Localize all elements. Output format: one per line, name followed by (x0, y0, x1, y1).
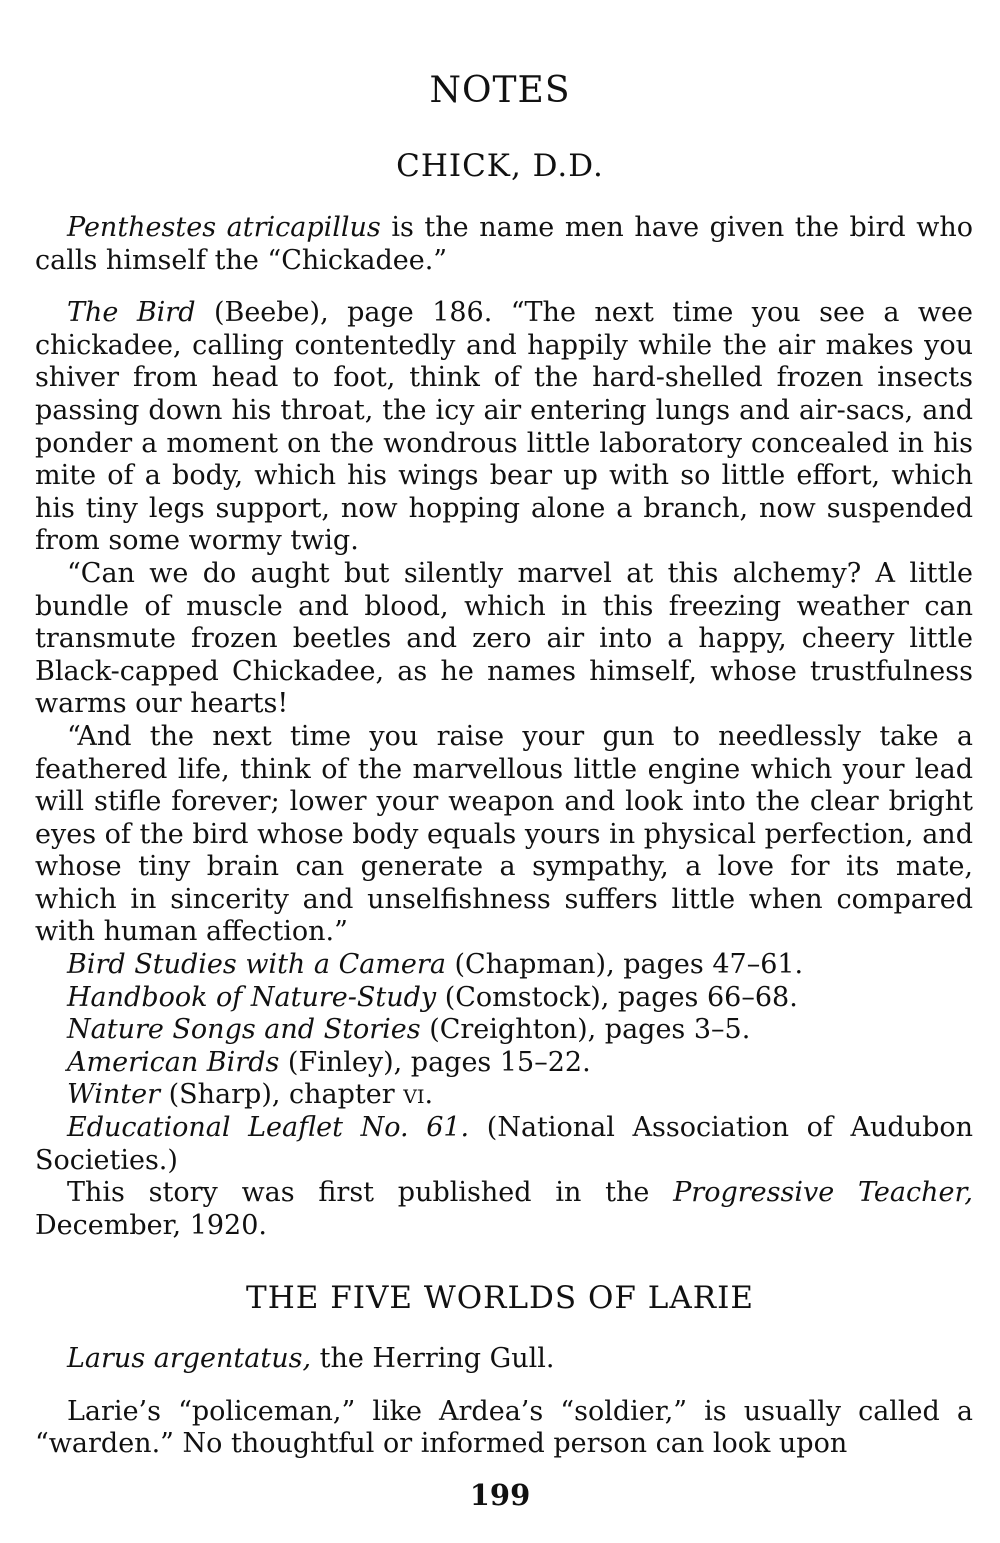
reference-title: Handbook of Nature-Study (67, 981, 437, 1013)
alchemy-paragraph: “Can we do aught but silently marvel at this alchemy? A little bundle of muscle and blood, which in this freezing weather can transmute frozen beetles and zero air into a happy, cheery little Black-capped Chickadee, as he names himself, whose trustfulness warms our hearts! (35, 557, 973, 720)
larie-paragraph: Larie’s “policeman,” like Ardea’s “soldier,” is usually called a “warden.” No thoughtful or informed person can look upon (35, 1395, 973, 1460)
page-number: 199 (469, 1478, 531, 1512)
reference-title: Bird Studies with a Camera (67, 949, 446, 981)
magazine-title: Progressive Teacher, (673, 1177, 973, 1209)
quote-text: (Beebe), page 186. “The next time you see a wee chickadee, calling contentedly and happily while the air makes you shiver from head to foot, think of the hard-shelled frozen insects passing down his throat, the icy air entering lungs and air-sacs, and ponder a moment on the wondrous little laboratory concealed in his mite of a body, which his wings bear up with so little effort, which his tiny legs support, now hopping alone a branch, now suspended from some wormy twig. (35, 297, 973, 557)
section-heading-larie: THE FIVE WORLDS OF LARIE (246, 1280, 754, 1316)
reference-item: Bird Studies with a Camera (Chapman), pages 47–61. (67, 949, 804, 981)
section-body-larie (35, 1343, 973, 1461)
section-body-chick (35, 212, 973, 1242)
latin-name: Penthestes atricapillus (67, 212, 381, 243)
intro-paragraph (35, 212, 973, 277)
reference-title: American Birds (67, 1046, 280, 1078)
reference-title: Educational Leaflet No. 61. (67, 1112, 470, 1144)
larie-latin-paragraph: Larus argentatus, the Herring Gull. (67, 1343, 555, 1374)
reference-item: Handbook of Nature-Study (Comstock), pages 66–68. (67, 981, 798, 1013)
latin-name: Larus argentatus, (67, 1343, 312, 1374)
reference-item: Nature Songs and Stories (Creighton), pages 3–5. (67, 1014, 751, 1046)
intro-text: is the name men have given the bird who calls himself the “Chickadee.” (35, 212, 973, 276)
book-title: The Bird (67, 297, 196, 329)
beebe-quote-paragraph (35, 297, 973, 558)
reference-item: American Birds (Finley), pages 15–22. (67, 1046, 591, 1078)
reference-item: Educational Leaflet No. 61. (National Association of Audubon Societies.) (35, 1112, 974, 1176)
page-title: NOTES (429, 70, 571, 111)
section-heading-chick: CHICK, D.D. (396, 148, 604, 184)
reference-item: Winter (Sharp), chapter vi. (67, 1079, 434, 1111)
gun-paragraph: “And the next time you raise your gun to needlessly take a feathered life, think of the marvellous little engine which your lead will stifle forever; lower your weapon and look into the clear bright eyes of the bird whose body equals yours in physical perfection, and whose tiny brain can generate a sympathy, a love for its mate, which in sincerity and unselfishness suffers little when compared with human affection.” (35, 720, 973, 948)
reference-title: Winter (67, 1079, 161, 1111)
publication-note: This story was first published in the Progressive Teacher, December, 1920. (35, 1177, 973, 1241)
reference-title: Nature Songs and Stories (67, 1014, 421, 1046)
